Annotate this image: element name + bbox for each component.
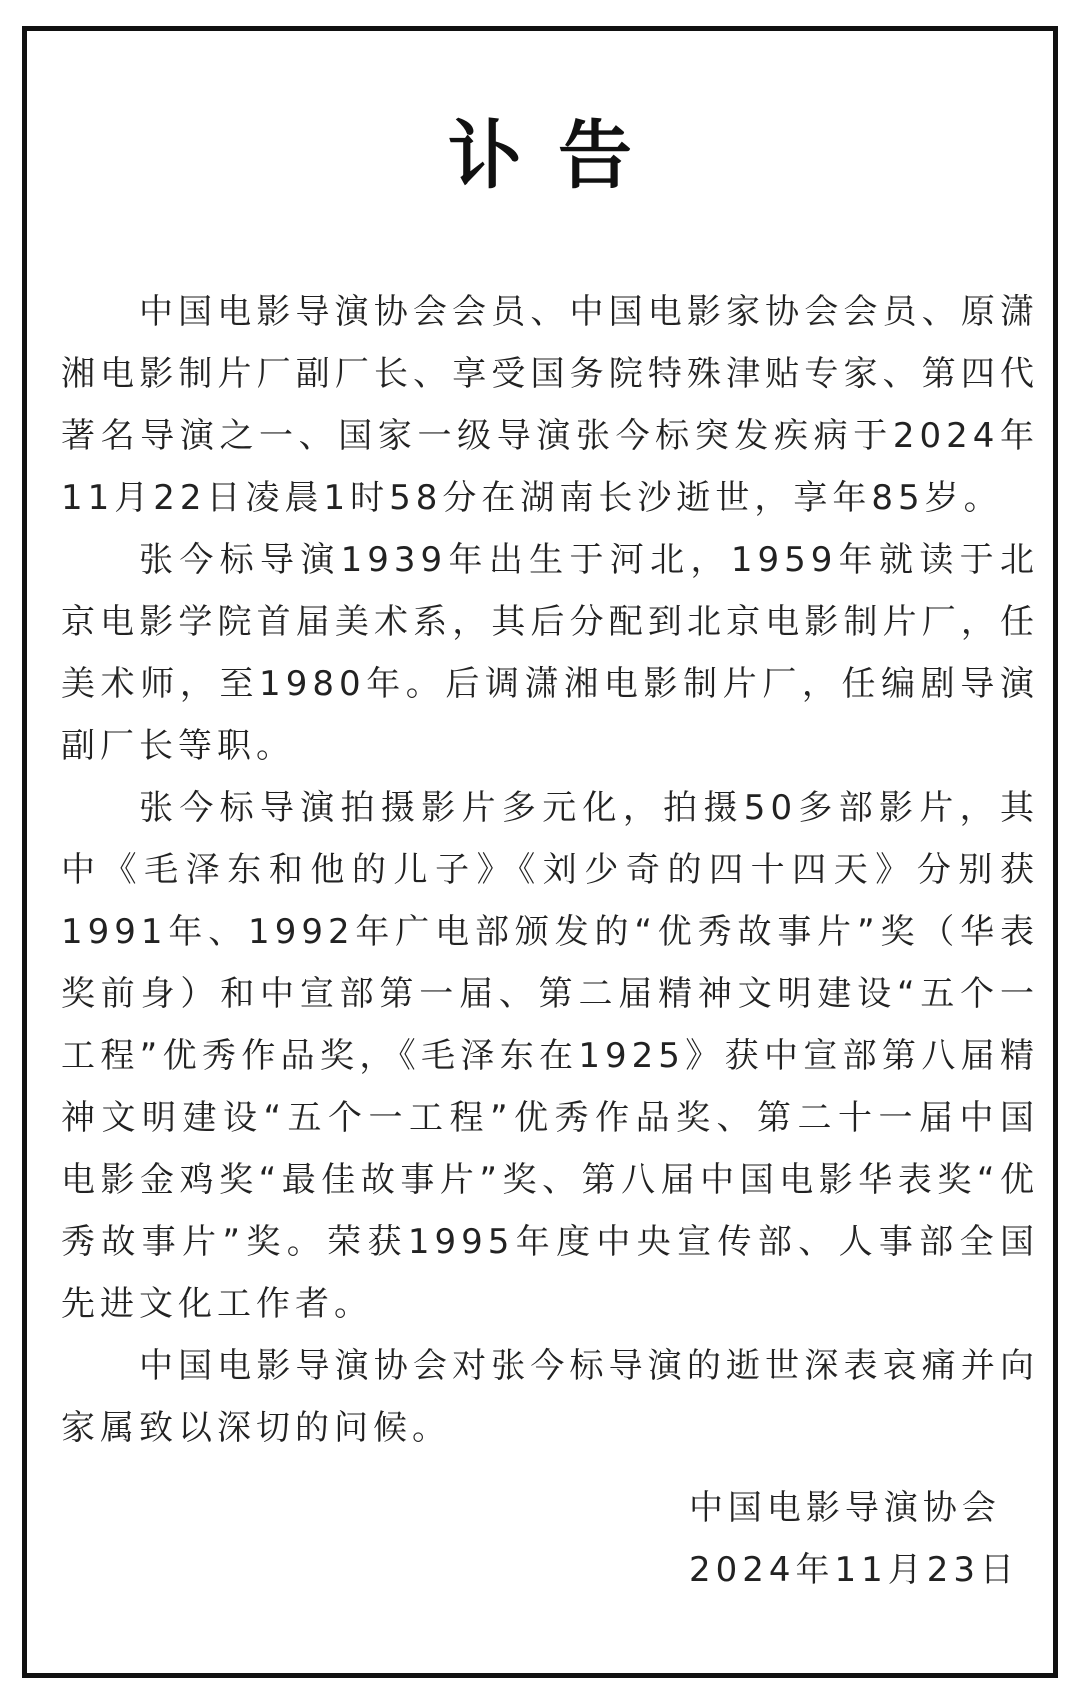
paragraph-2: 张今标导演1939年出生于河北，1959年就读于北京电影学院首届美术系，其后分配到北京电影制片厂，任美术师，至1980年。后调潇湘电影制片厂，任编剧导演副厂长等职。 [61,540,1039,766]
page-title: 讣告 [448,113,668,199]
signature-date: 2024年11月23日 [688,1550,1019,1590]
notice-body [61,281,1039,1459]
notice-frame [22,26,1058,1678]
paragraph-3: 张今标导演拍摄影片多元化，拍摄50多部影片，其中《毛泽东和他的儿子》《刘少奇的四十四天》分别获1991年、1992年广电部颁发的“优秀故事片”奖（华表奖前身）和中宣部第一届、第二届精神文明建设“五个一工程”优秀作品奖，《毛泽东在1925》获中宣部第八届精神文明建设“五个一工程”优秀作品奖、第二十一届中国电影金鸡奖“最佳故事片”奖、第八届中国电影华表奖“优秀故事片”奖。荣获1995年度中央宣传部、人事部全国先进文化工作者。 [61,788,1039,1324]
paragraph-4: 中国电影导演协会对张今标导演的逝世深表哀痛并向家属致以深切的问候。 [61,1346,1039,1448]
signature-block [689,1477,1019,1601]
paragraph-1: 中国电影导演协会会员、中国电影家协会会员、原潇湘电影制片厂副厂长、享受国务院特殊津贴专家、第四代著名导演之一、国家一级导演张今标突发疾病于2024年11月22日凌晨1时58分在湖南长沙逝世，享年85岁。 [61,292,1039,518]
signature-organization: 中国电影导演协会 [688,1488,1001,1528]
